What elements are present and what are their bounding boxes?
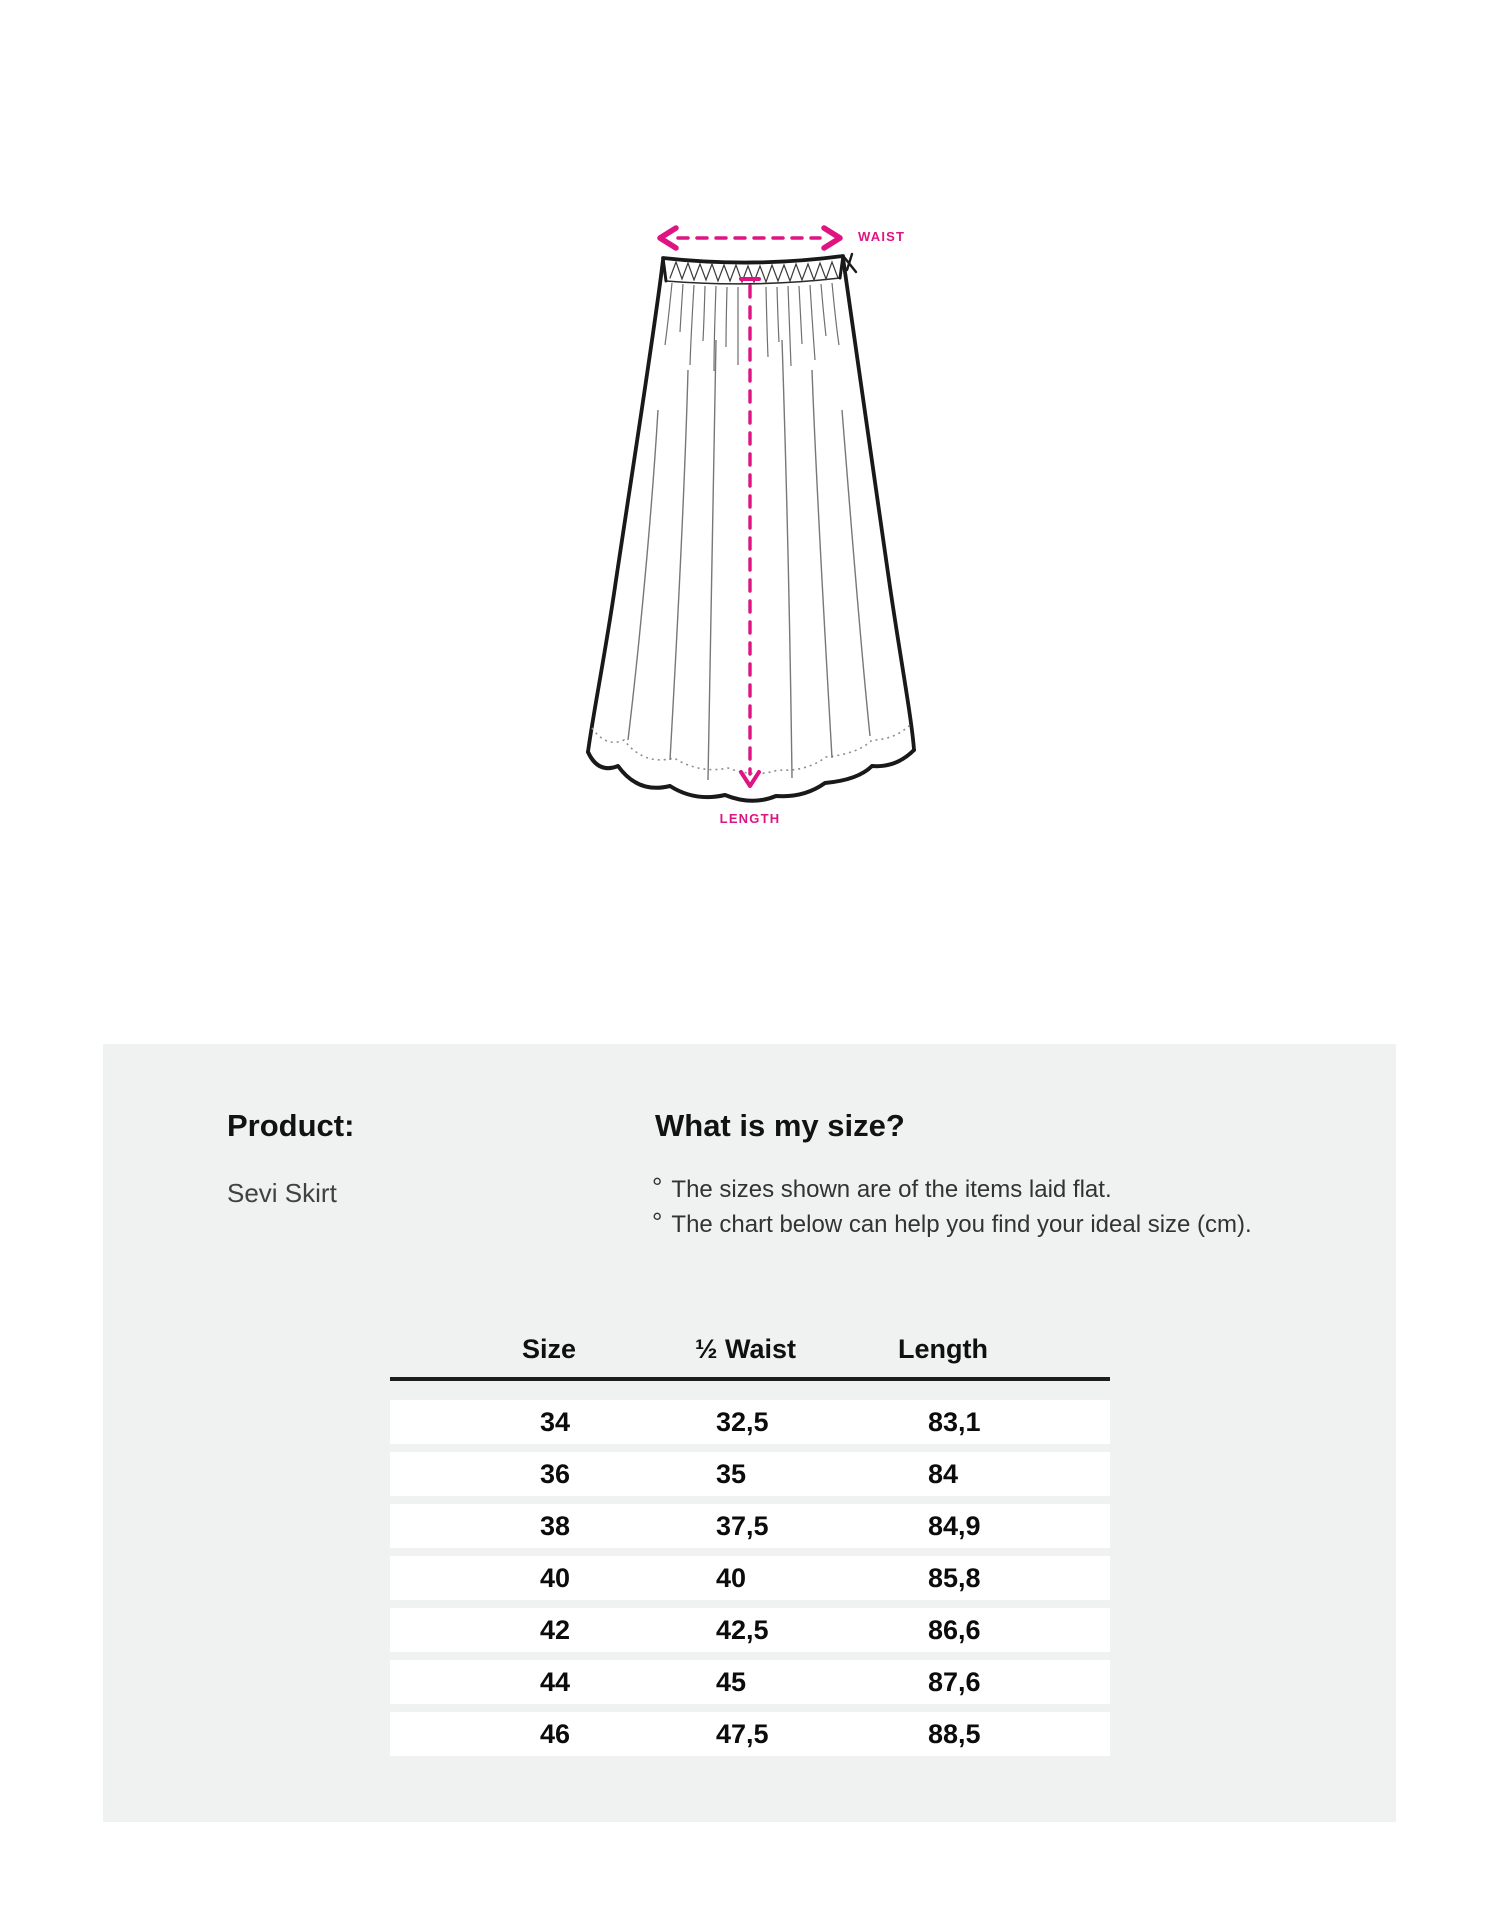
size-notes <box>652 1170 1252 1240</box>
column-header-half-waist: ½ Waist <box>695 1334 797 1364</box>
table-row <box>390 1504 1110 1548</box>
size-table-body <box>390 1400 1110 1756</box>
table-cell: 83,1 <box>928 1407 981 1437</box>
length-measure-label: LENGTH <box>719 811 781 826</box>
table-row <box>390 1608 1110 1652</box>
table-cell: 47,5 <box>716 1719 769 1749</box>
table-header-rule <box>390 1377 1110 1381</box>
degree-bullet-icon: ° <box>652 1207 663 1237</box>
size-table-header <box>390 1334 1110 1374</box>
note-text: The sizes shown are of the items laid flat. <box>671 1176 1112 1203</box>
note-line <box>652 1170 1252 1205</box>
table-cell: 37,5 <box>716 1511 769 1541</box>
product-heading: Product: <box>227 1108 355 1143</box>
table-cell: 84,9 <box>928 1511 981 1541</box>
table-cell: 44 <box>540 1667 571 1697</box>
table-row <box>390 1556 1110 1600</box>
size-table <box>390 1334 1110 1764</box>
note-text: The chart below can help you find your ideal size (cm). <box>671 1211 1252 1238</box>
table-cell: 40 <box>716 1563 747 1593</box>
column-header-size: Size <box>522 1334 577 1364</box>
table-cell: 42 <box>540 1615 571 1645</box>
table-row <box>390 1452 1110 1496</box>
skirt-drawing <box>520 180 980 870</box>
table-cell: 46 <box>540 1719 571 1749</box>
skirt-illustration <box>520 180 980 870</box>
table-cell: 87,6 <box>928 1667 981 1697</box>
table-cell: 85,8 <box>928 1563 981 1593</box>
length-arrow-icon <box>741 279 759 786</box>
table-cell: 84 <box>928 1459 959 1489</box>
degree-bullet-icon: ° <box>652 1172 663 1202</box>
column-header-length: Length <box>898 1334 988 1364</box>
table-cell: 42,5 <box>716 1615 769 1645</box>
note-line <box>652 1205 1252 1240</box>
table-cell: 88,5 <box>928 1719 981 1749</box>
table-cell: 32,5 <box>716 1407 769 1437</box>
waist-gathers <box>665 283 839 371</box>
table-cell: 36 <box>540 1459 571 1489</box>
table-row <box>390 1712 1110 1756</box>
table-cell: 45 <box>716 1667 747 1697</box>
table-cell: 35 <box>716 1459 747 1489</box>
size-info-panel <box>103 1044 1396 1822</box>
size-question-heading: What is my size? <box>655 1108 905 1143</box>
waist-measure-label: WAIST <box>858 229 906 244</box>
table-cell: 86,6 <box>928 1615 981 1645</box>
table-row <box>390 1660 1110 1704</box>
table-cell: 34 <box>540 1407 571 1437</box>
product-name: Sevi Skirt <box>227 1178 337 1208</box>
table-cell: 40 <box>540 1563 571 1593</box>
waist-arrow-icon <box>660 228 840 248</box>
table-cell: 38 <box>540 1511 571 1541</box>
table-row <box>390 1400 1110 1444</box>
